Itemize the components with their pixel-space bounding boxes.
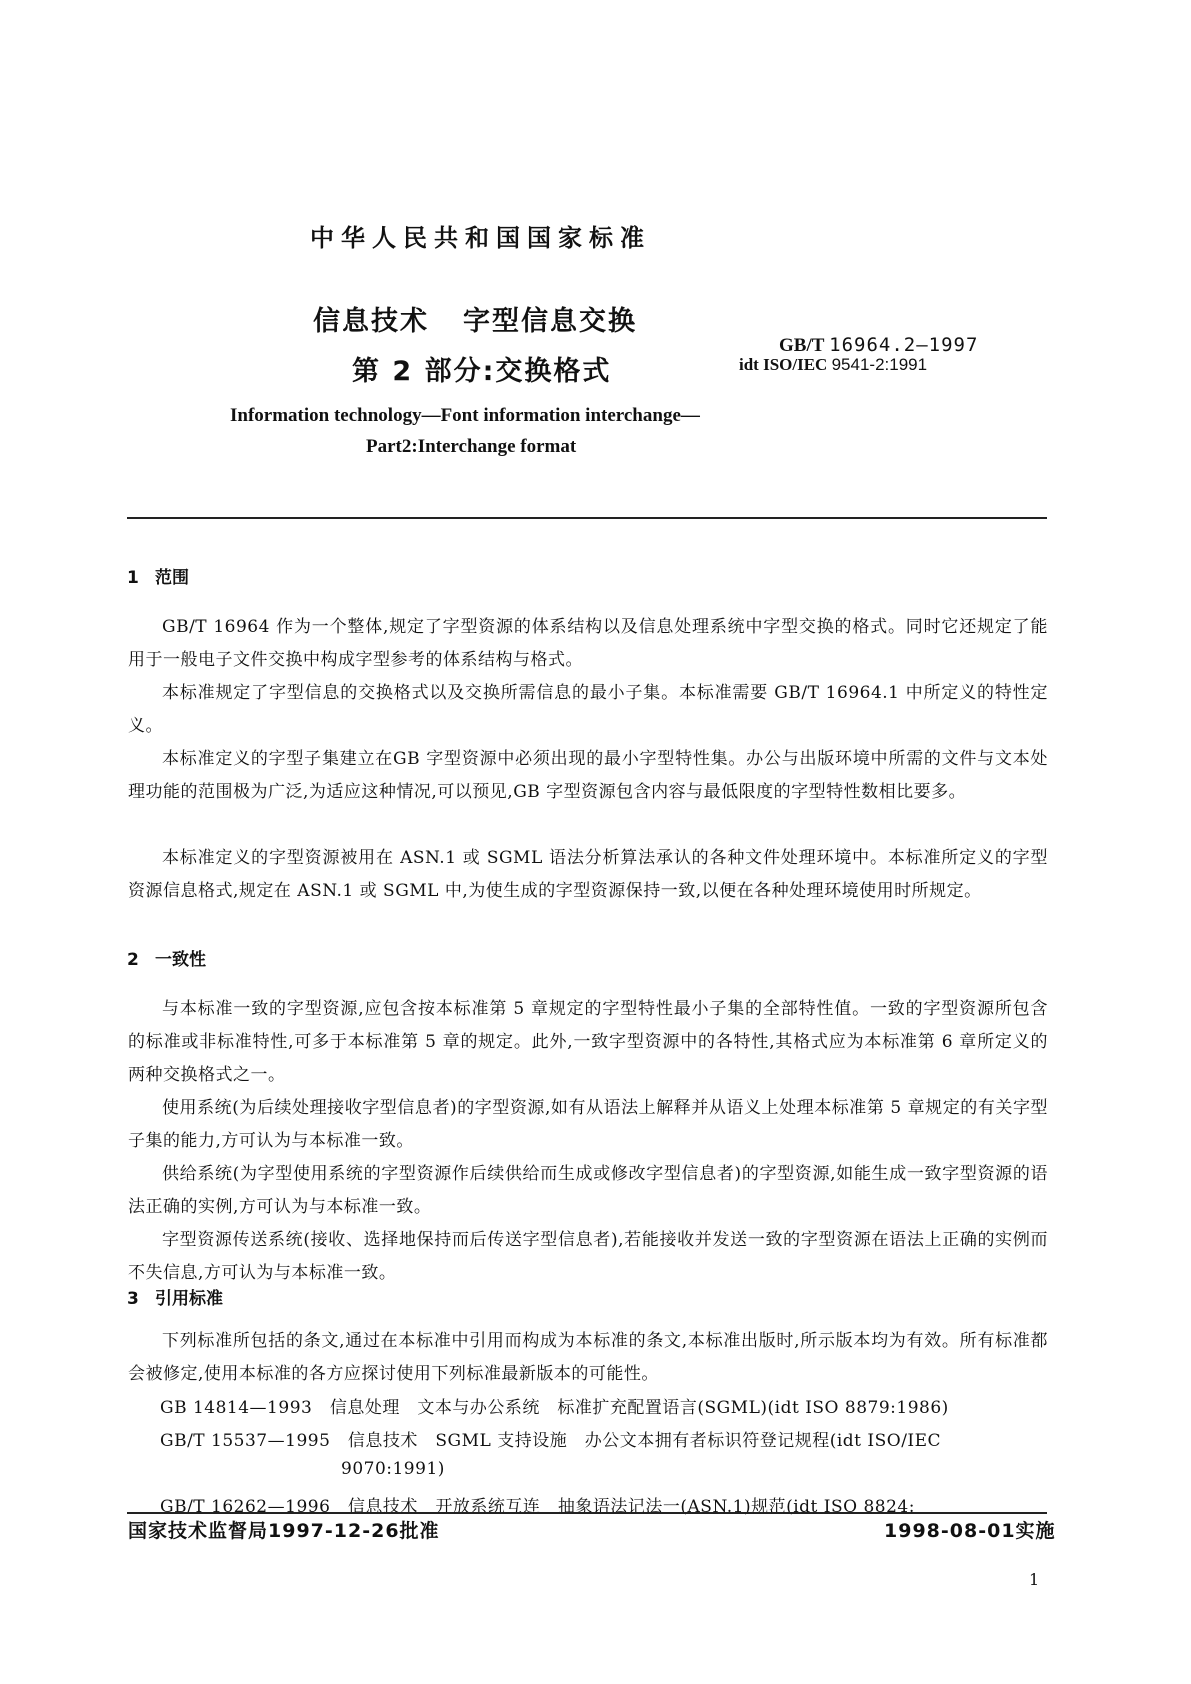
reference-item xyxy=(160,1393,949,1418)
implementation-date: 1998-08-01实施 xyxy=(884,1520,1056,1542)
standard-number xyxy=(779,334,978,357)
section-heading-2 xyxy=(127,945,206,970)
english-title-line-2: Part2:Interchange format xyxy=(366,436,577,457)
idt-reference xyxy=(739,355,927,375)
section-heading-3 xyxy=(127,1284,223,1309)
paragraph: 与本标准一致的字型资源,应包含按本标准第 5 章规定的字型特性最小子集的全部特性值。一致的字型资源所包含的标准或非标准特性,可多于本标准第 5 章的规定。此外,一致字型资源中的各特性,其格式应为本标准第 6 章所定义的两种交换格式之一。 xyxy=(128,999,1048,1085)
paragraph: 本标准规定了字型信息的交换格式以及交换所需信息的最小子集。本标准需要 GB/T 16964.1 中所定义的特性定义。 xyxy=(128,683,1048,736)
std-prefix: GB/T xyxy=(779,335,825,356)
footer-divider xyxy=(127,1512,1047,1514)
page-number: 1 xyxy=(1029,1570,1040,1589)
section-title: 范围 xyxy=(155,568,189,588)
paragraph: 使用系统(为后续处理接收字型信息者)的字型资源,如有从语法上解释并从语义上处理本标准第 5 章规定的有关字型子集的能力,方可认为与本标准一致。 xyxy=(128,1098,1048,1151)
reference-item xyxy=(160,1426,941,1451)
reference-code: GB 14814—1993 xyxy=(160,1398,313,1418)
paragraph: 本标准定义的字型资源被用在 ASN.1 或 SGML 语法分析算法承认的各种文件处理环境中。本标准所定义的字型资源信息格式,规定在 ASN.1 或 SGML 中,为使生成的字型资源保持一致,以便在各种处理环境使用时所规定。 xyxy=(128,848,1048,901)
section-number: 1 xyxy=(127,568,139,588)
std-number: 16964.2—1997 xyxy=(829,334,979,356)
section-title: 引用标准 xyxy=(155,1289,223,1309)
section-number: 3 xyxy=(127,1289,139,1309)
section-title: 一致性 xyxy=(155,950,206,970)
reference-title: 信息技术 SGML 支持设施 办公文本拥有者标识符登记规程(idt ISO/IEC xyxy=(347,1431,942,1451)
reference-title: 信息处理 文本与办公系统 标准扩充配置语言(SGML)(idt ISO 8879:1986) xyxy=(329,1398,949,1418)
header-divider xyxy=(127,517,1047,519)
section-heading-1 xyxy=(127,563,189,588)
idt-number: 9541-2:1991 xyxy=(831,355,928,374)
document-title-line-1 xyxy=(313,299,637,338)
title-part-a: 信息技术 xyxy=(313,306,429,337)
reference-code: GB/T 15537—1995 xyxy=(160,1431,331,1451)
section-number: 2 xyxy=(127,950,139,970)
english-title-line-1: Information technology—Font information interchange— xyxy=(230,405,700,426)
reference-code: GB/T 16262—1996 xyxy=(160,1497,331,1517)
paragraph: GB/T 16964 作为一个整体,规定了字型资源的体系结构以及信息处理系统中字型交换的格式。同时它还规定了能用于一般电子文件交换中构成字型参考的体系结构与格式。 xyxy=(128,617,1048,670)
nation-standard-heading: 中华人民共和国国家标准 xyxy=(310,224,651,252)
document-title-line-2: 第 2 部分:交换格式 xyxy=(352,356,612,387)
paragraph: 供给系统(为字型使用系统的字型资源作后续供给而生成或修改字型信息者)的字型资源,如能生成一致字型资源的语法正确的实例,方可认为与本标准一致。 xyxy=(128,1164,1048,1217)
reference-title-continuation: 9070:1991) xyxy=(341,1459,445,1479)
paragraph: 本标准定义的字型子集建立在GB 字型资源中必须出现的最小字型特性集。办公与出版环境中所需的文件与文本处理功能的范围极为广泛,为适应这种情况,可以预见,GB 字型资源包含内容与最低限度的字型特性数相比要多。 xyxy=(128,749,1048,802)
title-part-b: 字型信息交换 xyxy=(463,306,637,337)
approval-date: 国家技术监督局1997-12-26批准 xyxy=(128,1520,440,1542)
paragraph: 下列标准所包括的条文,通过在本标准中引用而构成为本标准的条文,本标准出版时,所示版本均为有效。所有标准都会被修定,使用本标准的各方应探讨使用下列标准最新版本的可能性。 xyxy=(128,1331,1048,1384)
paragraph: 字型资源传送系统(接收、选择地保持而后传送字型信息者),若能接收并发送一致的字型资源在语法上正确的实例而不失信息,方可认为与本标准一致。 xyxy=(128,1230,1048,1283)
reference-title: 信息技术 开放系统互连 抽象语法记法一(ASN.1)规范(idt ISO 8824: xyxy=(347,1497,915,1517)
idt-prefix: idt ISO/IEC xyxy=(739,355,828,374)
